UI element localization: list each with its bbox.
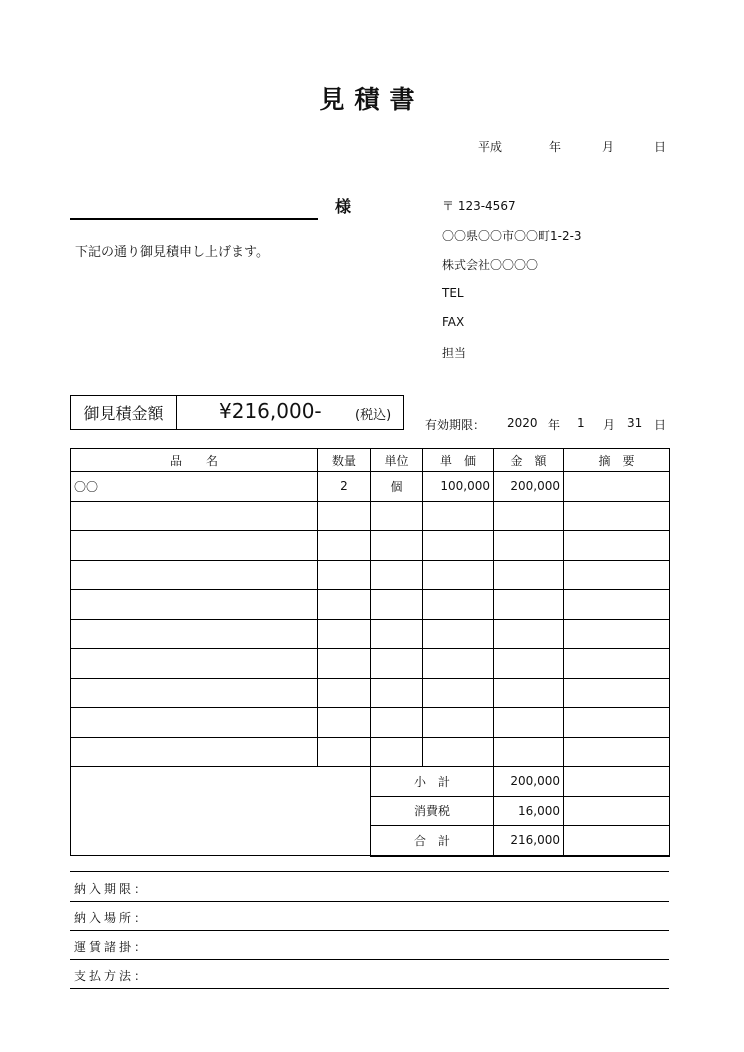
- remarks-cell: [564, 649, 670, 679]
- unit-price-cell: [423, 501, 494, 531]
- condition-payment-method: 支払方法：: [74, 969, 150, 983]
- tax-remarks: [564, 796, 670, 826]
- remarks-cell: [564, 472, 670, 502]
- unit-price-cell: [423, 678, 494, 708]
- amount-cell: [494, 619, 564, 649]
- remarks-cell: [564, 737, 670, 767]
- item-name-cell: [71, 737, 318, 767]
- unit-price-cell: 100,000: [423, 472, 494, 502]
- remarks-cell: [564, 590, 670, 620]
- condition-divider: [70, 959, 669, 960]
- subtotal-row: [71, 767, 670, 797]
- date-year: 年: [549, 140, 562, 154]
- table-row: [71, 501, 670, 531]
- remarks-cell: [564, 619, 670, 649]
- validity-day-unit: 日: [654, 418, 667, 432]
- unit-price-cell: [423, 590, 494, 620]
- header-unit: 単位: [371, 449, 423, 472]
- condition-delivery-deadline: 納入期限：: [74, 882, 150, 896]
- table-row: [71, 708, 670, 738]
- company-address: 〇〇県〇〇市〇〇町1-2-3: [442, 229, 582, 243]
- remarks-cell: [564, 678, 670, 708]
- amount-cell: [494, 737, 564, 767]
- item-name-cell: [71, 531, 318, 561]
- header-quantity: 数量: [318, 449, 371, 472]
- total-label: 合 計: [371, 826, 494, 856]
- quantity-cell: [318, 619, 371, 649]
- estimate-label: 御見積金額: [71, 396, 177, 429]
- remarks-cell: [564, 531, 670, 561]
- subtotal-label: 小 計: [371, 767, 494, 797]
- unit-price-cell: [423, 619, 494, 649]
- validity-year: 2020: [507, 416, 538, 430]
- customer-name-line: [70, 218, 318, 220]
- unit-cell: [371, 678, 423, 708]
- amount-cell: [494, 678, 564, 708]
- validity-month-unit: 月: [603, 418, 616, 432]
- table-row: [71, 737, 670, 767]
- subtotal-remarks: [564, 767, 670, 797]
- unit-cell: [371, 590, 423, 620]
- document-title: 見積書: [319, 85, 425, 114]
- amount-cell: [494, 649, 564, 679]
- table-row: [71, 560, 670, 590]
- tax-note: (税込): [355, 408, 392, 423]
- amount-cell: [494, 590, 564, 620]
- table-row: [71, 472, 670, 502]
- table-row: [71, 649, 670, 679]
- item-name-cell: [71, 501, 318, 531]
- amount-cell: [494, 531, 564, 561]
- validity-label: 有効期限：: [425, 418, 486, 432]
- company-contact: 担当: [442, 346, 467, 360]
- customer-suffix: 様: [335, 197, 352, 216]
- unit-price-cell: [423, 737, 494, 767]
- estimate-value-area: [177, 396, 403, 429]
- condition-delivery-place: 納入場所：: [74, 911, 150, 925]
- condition-divider: [70, 901, 669, 902]
- table-row: [71, 531, 670, 561]
- unit-cell: [371, 649, 423, 679]
- tax-value: 16,000: [494, 796, 564, 826]
- unit-cell: [371, 619, 423, 649]
- item-name-cell: [71, 708, 318, 738]
- subtotal-value: 200,000: [494, 767, 564, 797]
- company-postal: 〒 123-4567: [442, 199, 516, 213]
- validity-day: 31: [627, 416, 643, 430]
- unit-cell: [371, 708, 423, 738]
- quantity-cell: [318, 678, 371, 708]
- date-month: 月: [602, 140, 615, 154]
- condition-divider: [70, 871, 669, 872]
- estimate-amount-box: [70, 395, 404, 430]
- header-remarks: 摘 要: [564, 449, 670, 472]
- notes-area: [71, 767, 371, 856]
- validity-year-unit: 年: [548, 418, 561, 432]
- tax-label: 消費税: [371, 796, 494, 826]
- amount-cell: [494, 501, 564, 531]
- remarks-cell: [564, 708, 670, 738]
- unit-cell: [371, 560, 423, 590]
- quantity-cell: [318, 501, 371, 531]
- quantity-cell: [318, 590, 371, 620]
- header-item-name: 品 名: [71, 449, 318, 472]
- quantity-cell: [318, 708, 371, 738]
- total-value: 216,000: [494, 826, 564, 856]
- company-name: 株式会社〇〇〇〇: [442, 258, 539, 272]
- item-name-cell: [71, 649, 318, 679]
- validity-month: 1: [577, 416, 585, 430]
- quantity-cell: [318, 560, 371, 590]
- item-name-cell: [71, 678, 318, 708]
- unit-price-cell: [423, 560, 494, 590]
- intro-text: 下記の通り御見積申し上げます。: [75, 245, 269, 260]
- company-tel: TEL: [442, 286, 464, 300]
- item-name-cell: [71, 590, 318, 620]
- amount-cell: [494, 560, 564, 590]
- quantity-cell: 2: [318, 472, 371, 502]
- unit-cell: 個: [371, 472, 423, 502]
- table-header-row: [71, 449, 670, 472]
- amount-cell: [494, 708, 564, 738]
- unit-price-cell: [423, 708, 494, 738]
- quantity-cell: [318, 649, 371, 679]
- unit-cell: [371, 737, 423, 767]
- table-row: [71, 678, 670, 708]
- company-fax: FAX: [442, 315, 465, 329]
- date-day: 日: [654, 140, 667, 154]
- item-name-cell: 〇〇: [71, 472, 318, 502]
- unit-cell: [371, 501, 423, 531]
- estimate-table: [70, 448, 670, 857]
- item-name-cell: [71, 619, 318, 649]
- table-row: [71, 590, 670, 620]
- remarks-cell: [564, 501, 670, 531]
- header-amount: 金 額: [494, 449, 564, 472]
- table-row: [71, 619, 670, 649]
- item-name-cell: [71, 560, 318, 590]
- quantity-cell: [318, 531, 371, 561]
- unit-cell: [371, 531, 423, 561]
- header-unit-price: 単 価: [423, 449, 494, 472]
- unit-price-cell: [423, 649, 494, 679]
- quantity-cell: [318, 737, 371, 767]
- unit-price-cell: [423, 531, 494, 561]
- remarks-cell: [564, 560, 670, 590]
- date-era: 平成: [478, 140, 503, 154]
- condition-freight: 運賃諸掛：: [74, 940, 150, 954]
- estimate-amount: ¥216,000-: [219, 399, 322, 423]
- condition-divider: [70, 988, 669, 989]
- condition-divider: [70, 930, 669, 931]
- amount-cell: 200,000: [494, 472, 564, 502]
- total-remarks: [564, 826, 670, 856]
